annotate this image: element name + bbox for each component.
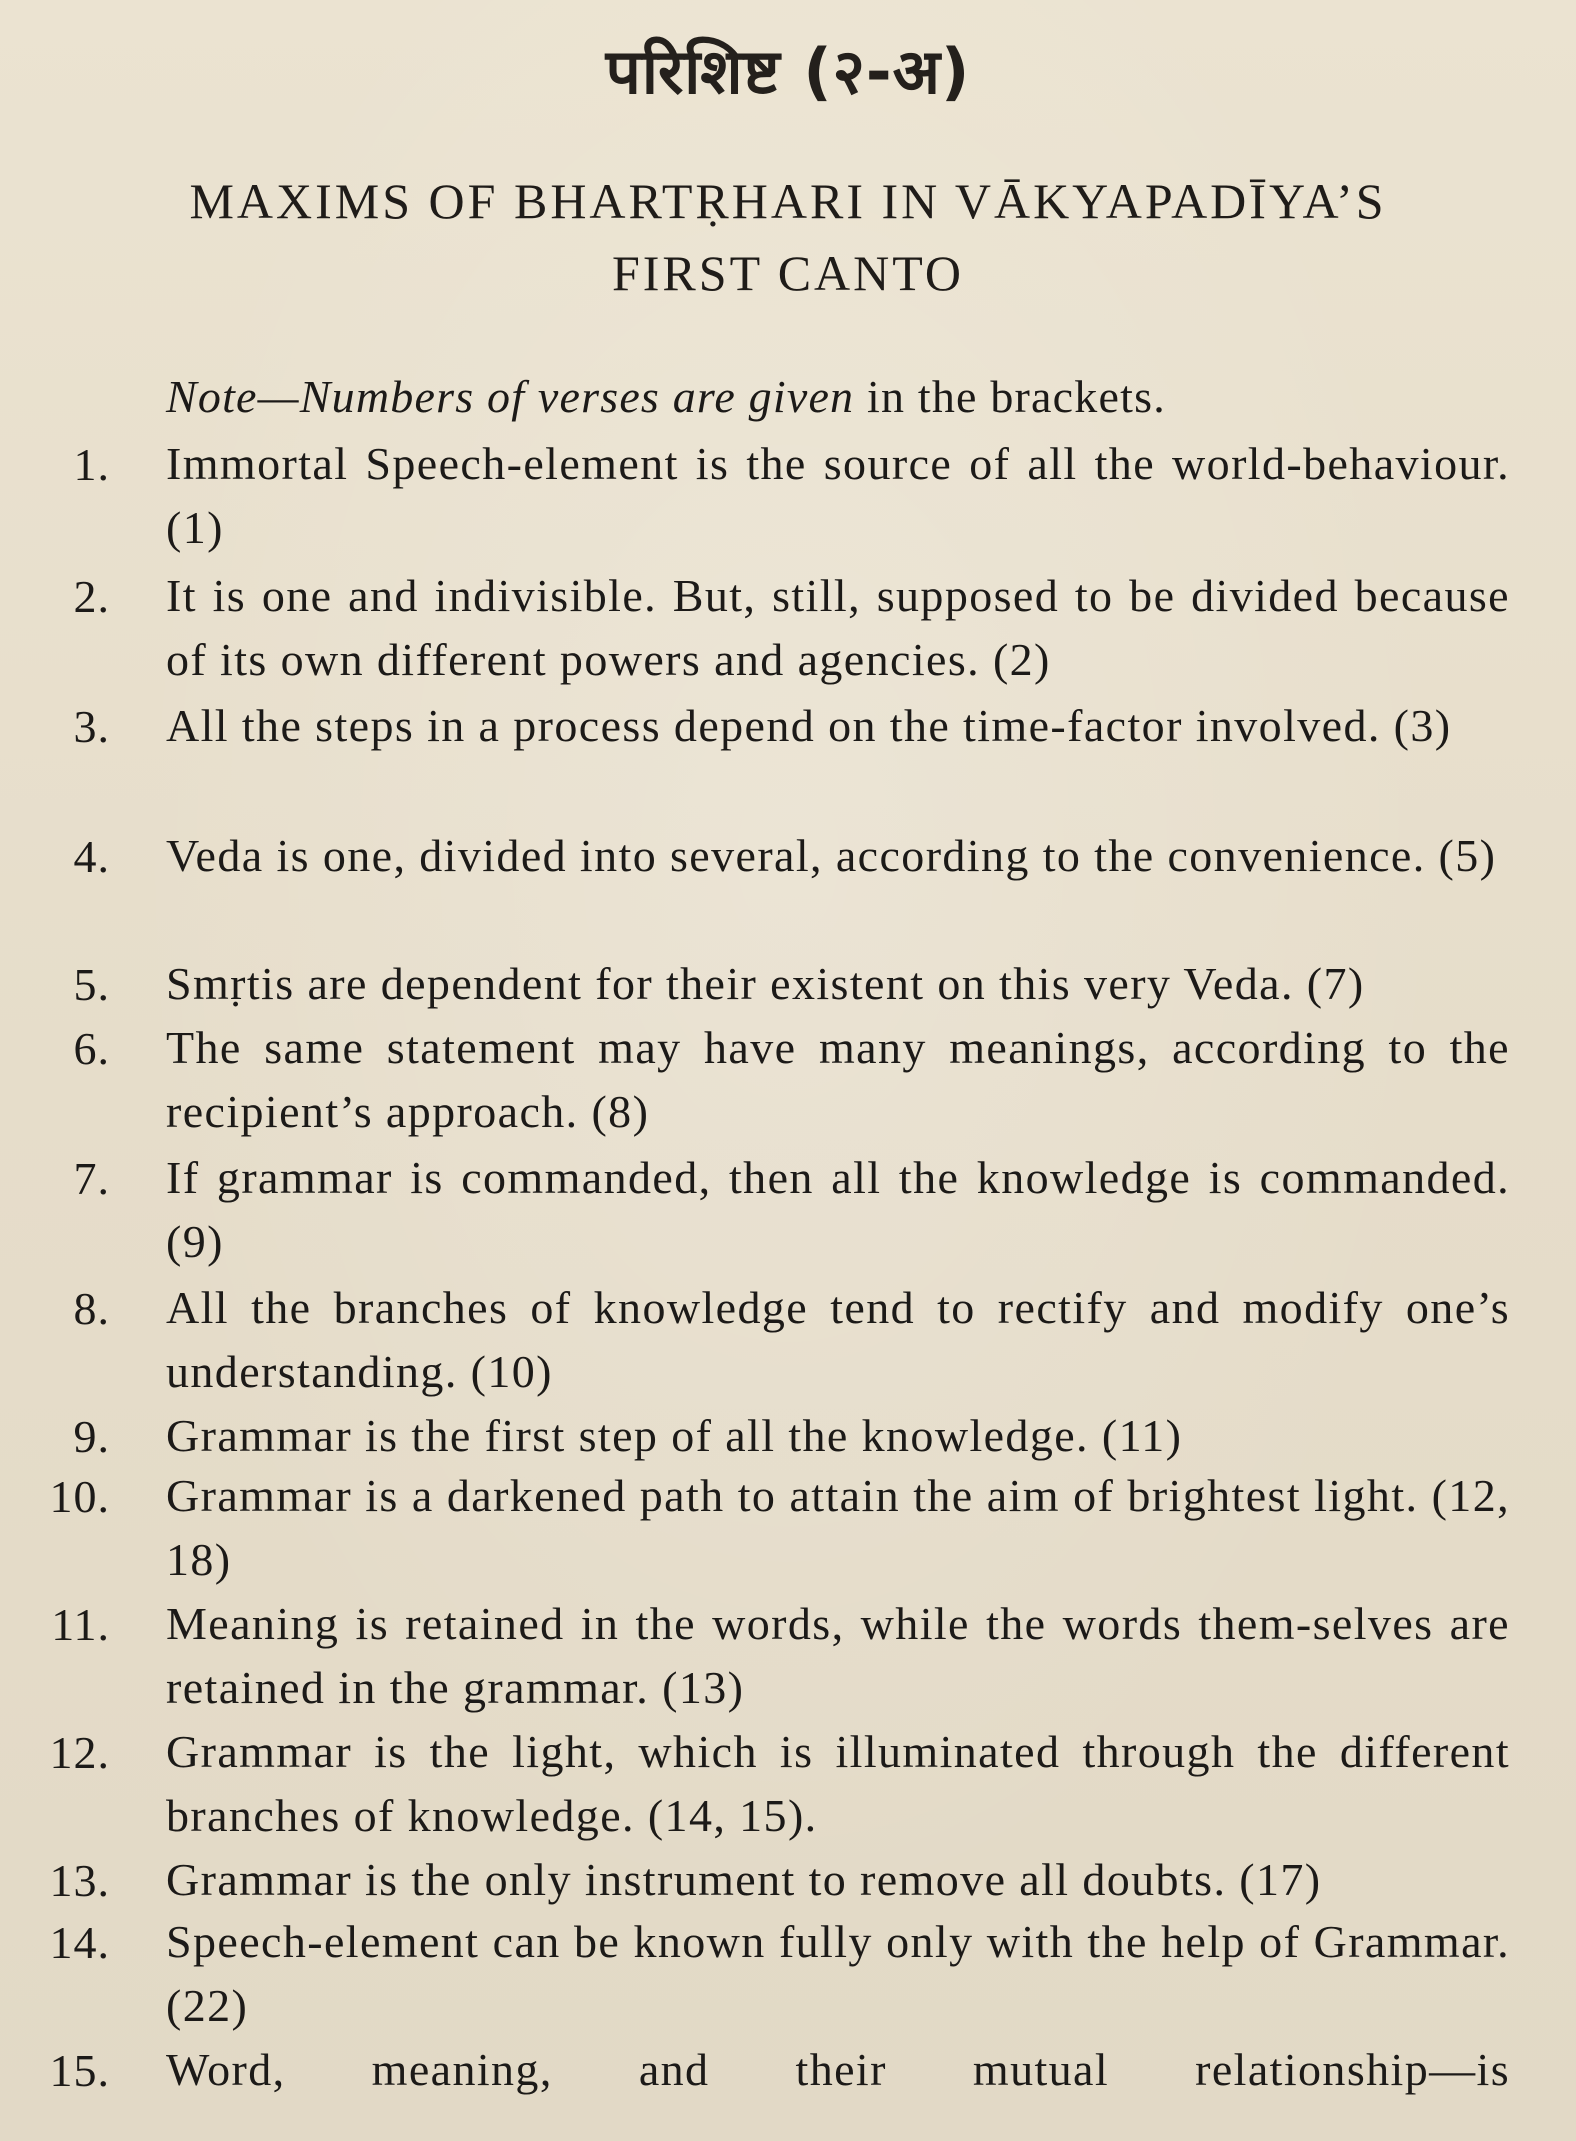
- maxim-text: The same statement may have many meanings, according to the recipient’s approach. (8): [166, 1022, 1510, 1137]
- maxim-number: 4.: [73, 831, 110, 882]
- maxim-number: 2.: [73, 571, 110, 622]
- maxim-number: 14.: [49, 1917, 110, 1968]
- maxim-number: 1.: [73, 439, 110, 490]
- note-italic-text: Note—Numbers of verses are given: [166, 371, 855, 422]
- maxim-text: Speech-element can be known fully only with the help of Grammar. (22): [166, 1916, 1510, 2031]
- maxim-text: Immortal Speech-element is the source of all the world-behaviour. (1): [166, 438, 1510, 553]
- maxim-text: Meaning is retained in the words, while the words them-selves are retained in the grammar. (13): [166, 1598, 1510, 1713]
- maxim-number: 12.: [49, 1727, 110, 1778]
- maxim-text: Grammar is a darkened path to attain the aim of brightest light. (12, 18): [166, 1470, 1510, 1585]
- maxim-text: Word, meaning, and their mutual relationship—is: [166, 2044, 1510, 2095]
- hindi-appendix-heading: परिशिष्ट (२-अ): [605, 35, 971, 108]
- chapter-title-line-2: FIRST CANTO: [611, 245, 965, 301]
- maxim-number: 15.: [49, 2045, 110, 2096]
- maxim-text: All the branches of knowledge tend to rectify and modify one’s understanding. (10): [166, 1282, 1510, 1397]
- maxim-number: 3.: [73, 701, 110, 752]
- maxim-text: Smṛtis are dependent for their existent on this very Veda. (7): [166, 958, 1365, 1009]
- maxim-text: All the steps in a process depend on the time-factor involved. (3): [166, 700, 1452, 751]
- maxim-text: If grammar is commanded, then all the knowledge is commanded. (9): [166, 1152, 1510, 1267]
- maxim-number: 7.: [73, 1153, 110, 1204]
- maxim-number: 11.: [51, 1599, 110, 1650]
- chapter-title-line-1: MAXIMS OF BHARTṚHARI IN VĀKYAPADĪYA’S: [189, 173, 1387, 229]
- maxim-number: 10.: [49, 1471, 110, 1522]
- maxim-number: 8.: [73, 1283, 110, 1334]
- maxim-text: Grammar is the only instrument to remove all doubts. (17): [166, 1854, 1322, 1905]
- note-line: [166, 370, 1166, 423]
- maxim-number: 5.: [73, 959, 110, 1010]
- maxim-text: It is one and indivisible. But, still, supposed to be divided because of its own different powers and agencies. (2): [166, 570, 1510, 685]
- maxim-number: 9.: [73, 1411, 110, 1462]
- maxim-number: 13.: [49, 1855, 110, 1906]
- maxim-text: Grammar is the light, which is illuminated through the different branches of knowledge. (14, 15).: [166, 1726, 1510, 1841]
- note-plain-text: in the brackets.: [854, 371, 1166, 422]
- maxim-number: 6.: [73, 1023, 110, 1074]
- maxim-text: Veda is one, divided into several, according to the convenience. (5): [166, 830, 1497, 881]
- maxim-text: Grammar is the first step of all the knowledge. (11): [166, 1410, 1183, 1461]
